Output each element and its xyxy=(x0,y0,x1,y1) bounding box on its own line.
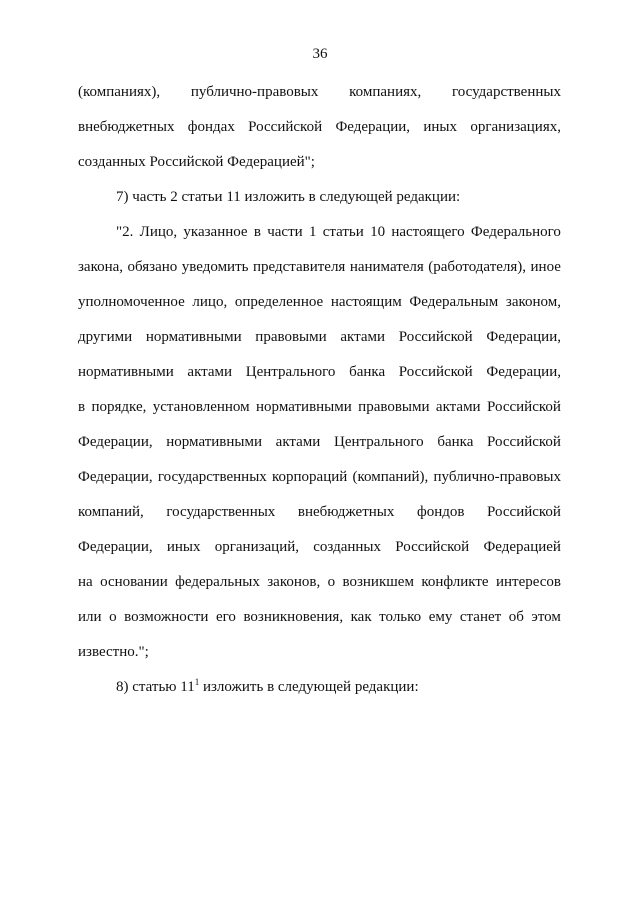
word: актами xyxy=(187,364,233,380)
text-line-17: известно."; xyxy=(78,644,149,660)
word: фондах xyxy=(187,119,235,135)
word: нормативными xyxy=(256,399,352,415)
word: возможности xyxy=(124,609,209,625)
word: обязано xyxy=(127,259,178,275)
word: Федерацией xyxy=(483,539,561,555)
word: компаний, xyxy=(78,504,144,520)
text-line-11 xyxy=(78,432,561,452)
word: иное xyxy=(530,259,561,275)
word: нормативными xyxy=(78,364,174,380)
word: нанимателя xyxy=(349,259,424,275)
item-8-heading xyxy=(116,677,561,697)
word: порядке, xyxy=(91,399,147,415)
word: уведомить xyxy=(181,259,249,275)
word: Российской xyxy=(398,364,473,380)
word: ему xyxy=(428,609,453,625)
word: конфликте xyxy=(421,574,489,590)
word: о xyxy=(109,609,117,625)
word: только xyxy=(379,609,422,625)
word: Российской xyxy=(487,504,561,520)
item-8-text-end: изложить в следующей редакции: xyxy=(199,679,419,695)
text-line-5 xyxy=(116,222,561,242)
word: представителя xyxy=(252,259,346,275)
text-line-6 xyxy=(78,257,561,277)
word: государственных xyxy=(166,504,276,520)
word: Российской xyxy=(398,329,473,345)
word: правовыми xyxy=(358,399,430,415)
word: федеральных xyxy=(175,574,260,590)
word: Федеральным xyxy=(409,294,499,310)
word: части xyxy=(267,224,303,240)
word: другими xyxy=(78,329,133,345)
word: Центрального xyxy=(245,364,336,380)
text-line-1 xyxy=(78,82,561,102)
word: государственных xyxy=(452,84,561,100)
word: 1 xyxy=(308,224,317,240)
word: Российской xyxy=(395,539,470,555)
text-line-16 xyxy=(78,607,561,627)
page-number: 36 xyxy=(312,46,328,62)
word: Федерального xyxy=(470,224,561,240)
word: установленном xyxy=(152,399,250,415)
word: нормативными xyxy=(166,434,262,450)
word: 10 xyxy=(370,224,386,240)
word: настоящего xyxy=(391,224,465,240)
word: закона, xyxy=(78,259,124,275)
text-line-7 xyxy=(78,292,561,312)
word: Российской xyxy=(487,434,561,450)
word: о xyxy=(327,574,336,590)
word: возникшем xyxy=(342,574,414,590)
word: "2. xyxy=(116,224,134,240)
word: законов, xyxy=(267,574,321,590)
item-8-text-start: 8) статью 11 xyxy=(116,679,195,695)
word: определенное xyxy=(234,294,324,310)
text-line-8 xyxy=(78,327,561,347)
word: корпораций xyxy=(272,469,348,485)
text-line-10 xyxy=(78,397,561,417)
word: внебюджетных xyxy=(78,119,175,135)
text-line-3: созданных Российской Федерацией"; xyxy=(78,154,315,170)
word: законом, xyxy=(505,294,561,310)
word: станет xyxy=(459,609,502,625)
word: настоящим xyxy=(330,294,402,310)
word: Центрального xyxy=(333,434,424,450)
article-superscript: 1 xyxy=(194,677,200,687)
word: Федерации, xyxy=(486,364,561,380)
word: актами xyxy=(435,399,481,415)
word: Лицо, xyxy=(139,224,178,240)
word: Федерации, xyxy=(486,329,561,345)
word: как xyxy=(350,609,372,625)
word: иных xyxy=(423,119,457,135)
word: интересов xyxy=(495,574,561,590)
word: компаниях, xyxy=(349,84,422,100)
text-line-15 xyxy=(78,572,561,592)
word: организациях, xyxy=(470,119,561,135)
word: его xyxy=(215,609,236,625)
word: указанное xyxy=(183,224,248,240)
word: в xyxy=(78,399,86,415)
text-line-9 xyxy=(78,362,561,382)
word: внебюджетных xyxy=(297,504,395,520)
word: публично-правовых xyxy=(190,84,319,100)
word: об xyxy=(508,609,524,625)
word: Российской xyxy=(248,119,323,135)
word: этом xyxy=(531,609,561,625)
word: (компаний), xyxy=(352,469,429,485)
word: или xyxy=(78,609,102,625)
word: актами xyxy=(340,329,386,345)
word: публично-правовых xyxy=(433,469,561,485)
word: возникновения, xyxy=(243,609,344,625)
word: банка xyxy=(349,364,386,380)
word: правовыми xyxy=(255,329,327,345)
word: Российской xyxy=(486,399,561,415)
text-line-2 xyxy=(78,117,561,137)
word: организаций, xyxy=(214,539,300,555)
word: (работодателя), xyxy=(428,259,527,275)
word: государственных xyxy=(157,469,267,485)
word: созданных xyxy=(313,539,381,555)
word: нормативными xyxy=(145,329,242,345)
item-7-heading: 7) часть 2 статьи 11 изложить в следующей редакции: xyxy=(116,189,461,205)
word: лицо, xyxy=(192,294,228,310)
word: основании xyxy=(100,574,168,590)
text-line-12 xyxy=(78,467,561,487)
word: Федерации, xyxy=(78,434,153,450)
word: актами xyxy=(275,434,321,450)
word: фондов xyxy=(416,504,465,520)
word: Федерации, xyxy=(78,469,153,485)
word: Федерации, xyxy=(335,119,411,135)
word: уполномоченное xyxy=(78,294,185,310)
word: банка xyxy=(437,434,474,450)
word: Федерации, xyxy=(78,539,153,555)
text-line-13 xyxy=(78,502,561,522)
word: на xyxy=(78,574,93,590)
word: в xyxy=(253,224,261,240)
word: (компаниях), xyxy=(78,84,161,100)
word: статьи xyxy=(322,224,364,240)
word: иных xyxy=(166,539,201,555)
text-line-14 xyxy=(78,537,561,557)
